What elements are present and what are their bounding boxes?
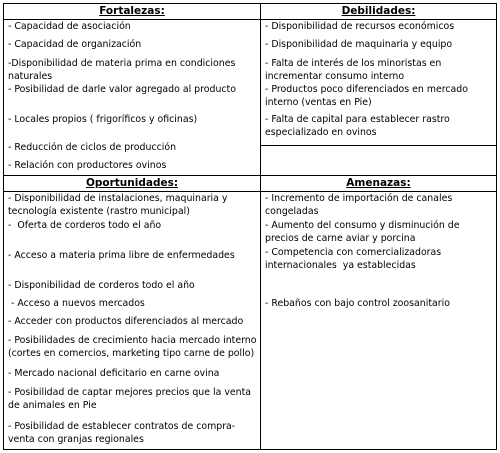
oportunidades-heading: Oportunidades: xyxy=(4,176,260,192)
list-item: - Falta de capital para establecer rastro especializado en ovinos xyxy=(265,114,450,138)
fortalezas-cell xyxy=(4,4,261,176)
list-item: - Posibilidades de crecimiento hacia mercado interno (cortes en comercios, marketing tipo carne de pollo) xyxy=(8,335,257,359)
list-item: - Oferta de corderos todo el año xyxy=(8,220,162,231)
list-item: - Acceso a materia prima libre de enfermedades xyxy=(8,250,235,261)
list-item: - Capacidad de asociación xyxy=(8,21,131,32)
fortalezas-heading: Fortalezas: xyxy=(4,4,260,20)
list-item: - Disponibilidad de corderos todo el año xyxy=(8,280,195,291)
list-item: - Acceso a nuevos mercados xyxy=(8,298,145,309)
list-item: - Locales propios ( frigoríficos y oficinas) xyxy=(8,114,198,125)
list-item: - Mercado nacional deficitario en carne ovina xyxy=(8,368,220,379)
list-item: - Posibilidad de darle valor agregado al producto xyxy=(8,84,236,95)
list-item: - Acceder con productos diferenciados al mercado xyxy=(8,316,244,327)
list-item: - Disponibilidad de instalaciones, maquinaria y tecnología existente (rastro municipal) xyxy=(8,193,228,217)
debilidades-cell xyxy=(261,4,496,176)
list-item: - Capacidad de organización xyxy=(8,39,142,50)
list-item: - Relación con productores ovinos xyxy=(8,160,167,171)
list-item: - Productos poco diferenciados en mercado interno (ventas en Pie) xyxy=(265,84,468,108)
list-item: -Disponibilidad de materia prima en condiciones naturales xyxy=(8,58,236,82)
list-item: - Disponibilidad de recursos económicos xyxy=(265,21,455,32)
debilidades-heading: Debilidades: xyxy=(261,4,496,20)
list-item: - Disponibilidad de maquinaria y equipo xyxy=(265,39,453,50)
list-item: - Aumento del consumo y disminución de precios de carne aviar y porcina xyxy=(265,220,460,244)
list-item: - Posibilidad de captar mejores precios que la venta de animales en Pie xyxy=(8,387,251,411)
list-item: - Rebaños con bajo control zoosanitario xyxy=(265,298,450,309)
amenazas-heading: Amenazas: xyxy=(261,176,496,192)
list-item: - Competencia con comercializadoras internacionales ya establecidas xyxy=(265,247,442,271)
list-item: - Posibilidad de establecer contratos de compra- venta con granjas regionales xyxy=(8,421,236,445)
amenazas-cell xyxy=(261,176,496,449)
list-item: - Falta de interés de los minoristas en incrementar consumo interno xyxy=(265,58,442,82)
list-item: - Incremento de importación de canales congeladas xyxy=(265,193,453,217)
swot-table xyxy=(3,3,497,450)
oportunidades-cell xyxy=(4,176,261,449)
debilidades-bottom-rule xyxy=(261,145,496,146)
list-item: - Reducción de ciclos de producción xyxy=(8,142,177,153)
